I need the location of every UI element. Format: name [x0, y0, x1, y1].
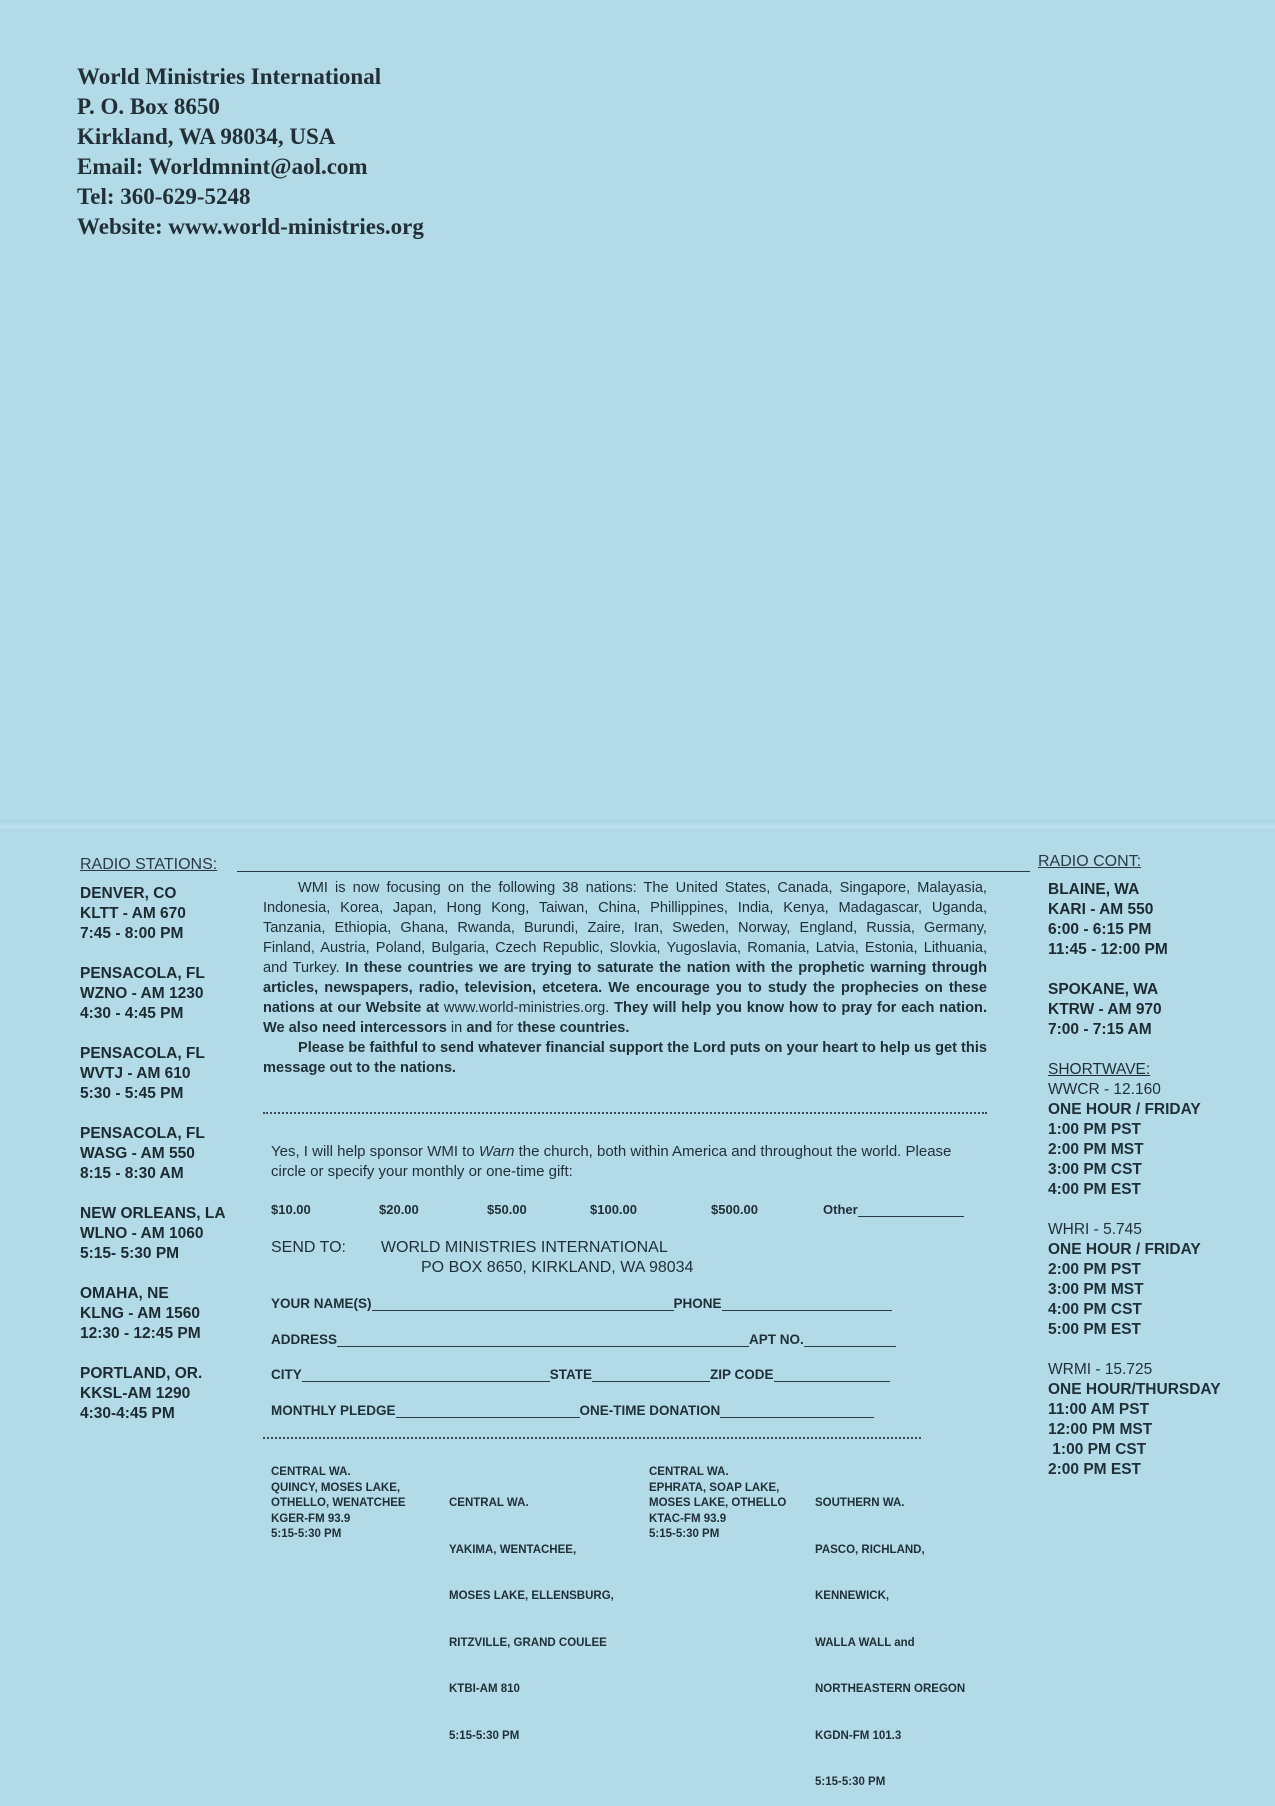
area-line: 5:15-5:30 PM [271, 1528, 342, 1540]
phone-field[interactable] [722, 1296, 892, 1311]
apt-label: APT NO. [749, 1332, 804, 1347]
area-station-block [271, 1465, 406, 1543]
shortwave-heading: SHORTWAVE: [1048, 1061, 1151, 1078]
nations-description [263, 878, 987, 1078]
station-call: KLTT - AM 670 [80, 905, 186, 922]
shortwave-schedule-line: ONE HOUR/THURSDAY [1048, 1381, 1221, 1398]
name-label: YOUR NAME(S) [271, 1296, 372, 1311]
shortwave-schedule-line: 1:00 PM CST [1048, 1441, 1147, 1458]
shortwave-schedule-line: ONE HOUR / FRIDAY [1048, 1241, 1201, 1258]
apt-field[interactable] [804, 1332, 896, 1347]
sponsor-text-b: the church, both within America and throughout the world. Please circle or specify your monthly or one-time gift: [271, 1143, 952, 1180]
other-blank[interactable] [858, 1202, 964, 1217]
zip-field[interactable] [774, 1367, 890, 1382]
shortwave-frequency: WRMI - 15.725 [1048, 1361, 1153, 1378]
website-link[interactable]: www.world-ministries.org. [443, 1000, 610, 1016]
station-city: DENVER, CO [80, 885, 177, 902]
gift-amount-option[interactable]: $100.00 [590, 1202, 637, 1217]
other-label: Other [823, 1202, 858, 1217]
area-line: KTAC-FM 93.9 [649, 1512, 727, 1525]
station-city: SPOKANE, WA [1048, 981, 1159, 998]
word-and: and [466, 1020, 493, 1036]
station-entry [80, 1284, 250, 1344]
station-entry [80, 1124, 250, 1184]
station-time: 11:45 - 12:00 PM [1048, 941, 1168, 958]
station-time: 4:30-4:45 PM [80, 1405, 175, 1422]
area-line: KENNEWICK, [815, 1590, 890, 1602]
gift-amount-option[interactable]: $50.00 [487, 1202, 527, 1217]
shortwave-station [1048, 1220, 1268, 1340]
radio-cont-heading: RADIO CONT: [1038, 853, 1142, 870]
area-line: CENTRAL WA. [449, 1497, 529, 1509]
station-time: 5:15- 5:30 PM [80, 1245, 180, 1262]
mission-statement: In these countries we are trying to saturate the nation with the prophetic warning through articles, newspapers, radio, television, etcetera. We encourage you to study the prophecies on these nations at our Website at [263, 960, 987, 1016]
shortwave-section [1048, 1060, 1268, 1200]
area-line: OTHELLO, WENATCHEE [271, 1497, 406, 1509]
shortwave-schedule-line: ONE HOUR / FRIDAY [1048, 1101, 1201, 1118]
shortwave-schedule-line: 2:00 PM EST [1048, 1461, 1142, 1478]
onetime-donation-label: ONE-TIME DONATION [579, 1403, 721, 1418]
station-call: WZNO - AM 1230 [80, 985, 204, 1002]
website-line: Website: www.world-ministries.org [77, 214, 424, 239]
po-box: P. O. Box 8650 [77, 94, 220, 119]
name-field[interactable] [372, 1296, 674, 1311]
station-time: 8:15 - 8:30 AM [80, 1165, 184, 1182]
cut-line [263, 1112, 987, 1114]
word-for: for [496, 1020, 514, 1036]
station-entry [80, 1204, 250, 1264]
station-city: PENSACOLA, FL [80, 1125, 205, 1142]
gift-amount-option[interactable]: $10.00 [271, 1202, 311, 1217]
radio-stations-heading: RADIO STATIONS: [80, 856, 218, 873]
shortwave-schedule-line: 12:00 PM MST [1048, 1421, 1153, 1438]
city-row [271, 1367, 890, 1382]
gift-amount-option[interactable]: $20.00 [379, 1202, 419, 1217]
area-line: YAKIMA, WENTACHEE, [449, 1543, 577, 1556]
station-time: 7:45 - 8:00 PM [80, 925, 184, 942]
area-line: EPHRATA, SOAP LAKE, [649, 1481, 780, 1494]
support-appeal: Please be faithful to send whatever financial support the Lord puts on your heart to help us get this message out to the nations. [263, 1040, 987, 1076]
gift-amount-option[interactable]: $500.00 [711, 1202, 758, 1217]
shortwave-schedule-line: 2:00 PM MST [1048, 1141, 1144, 1158]
station-call: KTRW - AM 970 [1048, 1001, 1162, 1018]
sponsor-text-a: Yes, I will help sponsor WMI to [271, 1143, 475, 1160]
station-call: KKSL-AM 1290 [80, 1385, 191, 1402]
station-entry [80, 1364, 250, 1424]
area-line: CENTRAL WA. [649, 1466, 729, 1478]
phone-line: Tel: 360-629-5248 [77, 184, 251, 209]
radio-stations-list [80, 884, 250, 1444]
station-entry [80, 1044, 250, 1104]
station-call: KARI - AM 550 [1048, 901, 1154, 918]
area-line: MOSES LAKE, ELLENSBURG, [449, 1590, 614, 1602]
station-time: 7:00 - 7:15 AM [1048, 1021, 1152, 1038]
area-line: 5:15-5:30 PM [649, 1528, 720, 1540]
shortwave-schedule-line: 4:00 PM EST [1048, 1181, 1142, 1198]
area-line: 5:15-5:30 PM [449, 1729, 520, 1742]
org-name: World Ministries International [77, 64, 382, 89]
area-line: SOUTHERN WA. [815, 1497, 905, 1509]
email-line: Email: Worldmnint@aol.com [77, 154, 368, 179]
state-label: STATE [549, 1367, 593, 1382]
city-field[interactable] [302, 1367, 550, 1382]
radio-cont-list [1048, 880, 1268, 1500]
shortwave-schedule-line: 11:00 AM PST [1048, 1401, 1150, 1418]
area-station-block [449, 1465, 614, 1760]
station-entry [80, 964, 250, 1024]
prayer-note: They will help you know how to pray for each nation. We also need intercessors [263, 1000, 988, 1036]
area-line: KTBI-AM 810 [449, 1683, 520, 1695]
name-phone-row [271, 1296, 892, 1311]
city-line: Kirkland, WA 98034, USA [77, 124, 336, 149]
send-to-block [271, 1238, 693, 1278]
station-call: WLNO - AM 1060 [80, 1225, 204, 1242]
shortwave-schedule-line: 3:00 PM CST [1048, 1161, 1142, 1178]
heading-rule [237, 871, 1030, 872]
other-amount[interactable] [823, 1202, 964, 1217]
sponsor-text [271, 1142, 971, 1182]
station-entry [1048, 980, 1268, 1040]
station-entry [1048, 880, 1268, 960]
send-to-address: PO BOX 8650, KIRKLAND, WA 98034 [421, 1259, 694, 1276]
area-line: QUINCY, MOSES LAKE, [271, 1481, 401, 1494]
station-call: KLNG - AM 1560 [80, 1305, 201, 1322]
shortwave-schedule-line: 1:00 PM PST [1048, 1121, 1142, 1138]
area-line: KGER-FM 93.9 [271, 1512, 351, 1525]
sponsor-warn-word: Warn [478, 1143, 515, 1160]
cut-line [263, 1437, 921, 1439]
onetime-donation-field[interactable] [720, 1403, 874, 1418]
station-time: 4:30 - 4:45 PM [80, 1005, 184, 1022]
word-in: in [450, 1020, 463, 1036]
countries-text: these countries. [517, 1020, 630, 1036]
shortwave-station [1048, 1360, 1268, 1480]
area-line: WALLA WALL and [815, 1636, 915, 1649]
station-city: PORTLAND, OR. [80, 1365, 203, 1382]
send-to-org: WORLD MINISTRIES INTERNATIONAL [380, 1239, 668, 1256]
area-station-block [649, 1465, 786, 1543]
zip-label: ZIP CODE [710, 1367, 774, 1382]
station-city: PENSACOLA, FL [80, 1045, 205, 1062]
area-line: MOSES LAKE, OTHELLO [649, 1497, 787, 1509]
station-city: NEW ORLEANS, LA [80, 1205, 226, 1222]
station-time: 12:30 - 12:45 PM [80, 1325, 201, 1342]
area-line: NORTHEASTERN OREGON [815, 1683, 966, 1695]
station-entry [80, 884, 250, 944]
shortwave-schedule-line: 5:00 PM EST [1048, 1321, 1142, 1338]
area-line: PASCO, RICHLAND, [815, 1543, 925, 1556]
address-label: ADDRESS [271, 1332, 338, 1347]
address-row [271, 1332, 896, 1347]
station-city: OMAHA, NE [80, 1285, 169, 1302]
address-field[interactable] [337, 1332, 749, 1347]
area-station-block [815, 1465, 965, 1806]
station-city: PENSACOLA, FL [80, 965, 205, 982]
station-call: WASG - AM 550 [80, 1145, 195, 1162]
pledge-row [271, 1403, 874, 1418]
area-line: CENTRAL WA. [271, 1466, 351, 1478]
nations-list-text: WMI is now focusing on the following 38 nations: The United States, Canada, Singapore, Malayasia, Indonesia, Korea, Japan, Hong Kong, Taiwan, China, Phillippines, India, Kenya, Madagascar, Uganda, Tanzania, Ethiopia, Ghana, Rwanda, Burundi, Zaire, Iran, Sweden, Norway, England, Russia, Germany, Finland, Austria, Poland, Bulgaria, Czech Republic, Slovkia, Yugoslavia, Romania, Latvia, Estonia, Lithuania, and Turkey. [263, 880, 987, 976]
area-line: KGDN-FM 101.3 [815, 1729, 902, 1742]
shortwave-schedule-line: 2:00 PM PST [1048, 1261, 1142, 1278]
station-time: 5:30 - 5:45 PM [80, 1085, 184, 1102]
phone-label: PHONE [673, 1296, 722, 1311]
city-label: CITY [271, 1367, 302, 1382]
station-city: BLAINE, WA [1048, 881, 1140, 898]
page-fold [0, 820, 1275, 828]
state-field[interactable] [592, 1367, 710, 1382]
station-call: WVTJ - AM 610 [80, 1065, 191, 1082]
shortwave-schedule-line: 4:00 PM CST [1048, 1301, 1142, 1318]
area-line: RITZVILLE, GRAND COULEE [449, 1636, 607, 1649]
return-address [77, 62, 424, 242]
area-line: 5:15-5:30 PM [815, 1776, 886, 1788]
station-time: 6:00 - 6:15 PM [1048, 921, 1152, 938]
shortwave-frequency: WWCR - 12.160 [1048, 1081, 1161, 1098]
monthly-pledge-field[interactable] [396, 1403, 580, 1418]
shortwave-frequency: WHRI - 5.745 [1048, 1221, 1142, 1238]
shortwave-schedule-line: 3:00 PM MST [1048, 1281, 1144, 1298]
monthly-pledge-label: MONTHLY PLEDGE [271, 1403, 396, 1418]
send-to-label: SEND TO: [271, 1239, 346, 1256]
